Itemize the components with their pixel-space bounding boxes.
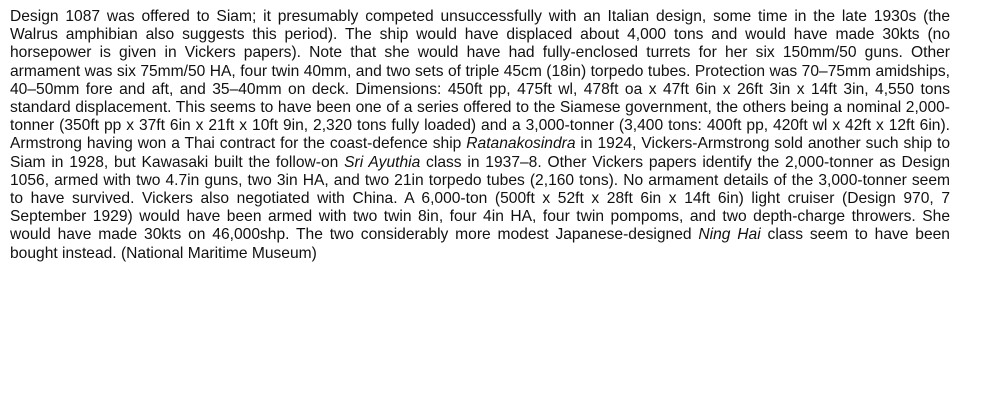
ship-name-ning-hai: Ning Hai [698,226,761,244]
ship-name-ratanakosindra: Ratanakosindra [466,135,576,153]
caption-text-4: class seem to have been bought instead. (National Maritime Museum) [10,226,950,262]
caption-text-3: class in 1937–8. Other Vickers papers identify the 2,000-tonner as Design 1056, armed with two 4.7in guns, two 3in HA, and two 21in torpedo tubes (2,160 tons). No armament details of the 3,000-tonner seem to have survived. Vickers also negotiated with China. A 6,000-ton (500ft x 52ft x 28ft 6in x 14ft 6in) light cruiser (Design 970, 7 September 1929) would have been armed with two twin 8in, four 4in HA, four twin pompoms, and two depth-charge throwers. She would have made 30kts on 46,000shp. The two considerably more modest Japanese-designed [10,153,951,244]
ship-name-sri-ayuthia: Sri Ayuthia [344,153,421,171]
caption-paragraph [10,8,950,263]
caption-text-1: Design 1087 was offered to Siam; it presumably competed unsuccessfully with an Italian design, some time in the late 1930s (the Walrus amphibian also suggests this period). The ship would have displaced about 4,000 tons and would have made 30kts (no horsepower is given in Vickers papers). Note that she would have had fully-enclosed turrets for her six 150mm/50 guns. Other armament was six 75mm/50 HA, four twin 40mm, and two sets of triple 45cm (18in) torpedo tubes. Protection was 70–75mm amidships, 40–50mm fore and aft, and 35–40mm on deck. Dimensions: 450ft pp, 475ft wl, 478ft oa x 47ft 6in x 26ft 3in x 14ft 3in, 4,550 tons standard displacement. This seems to have been one of a series offered to the Siamese government, the others being a nominal 2,000-tonner (350ft pp x 37ft 6in x 21ft x 10ft 9in, 2,320 tons fully loaded) and a 3,000-tonner (3,400 tons: 400ft pp, 420ft wl x 42ft x 12ft 6in). Armstrong having won a Thai contract for the coast-defence ship [10,8,950,153]
caption-text-2: in 1924, Vickers-Armstrong sold another such ship to Siam in 1928, but Kawasaki built the follow-on [10,135,951,171]
